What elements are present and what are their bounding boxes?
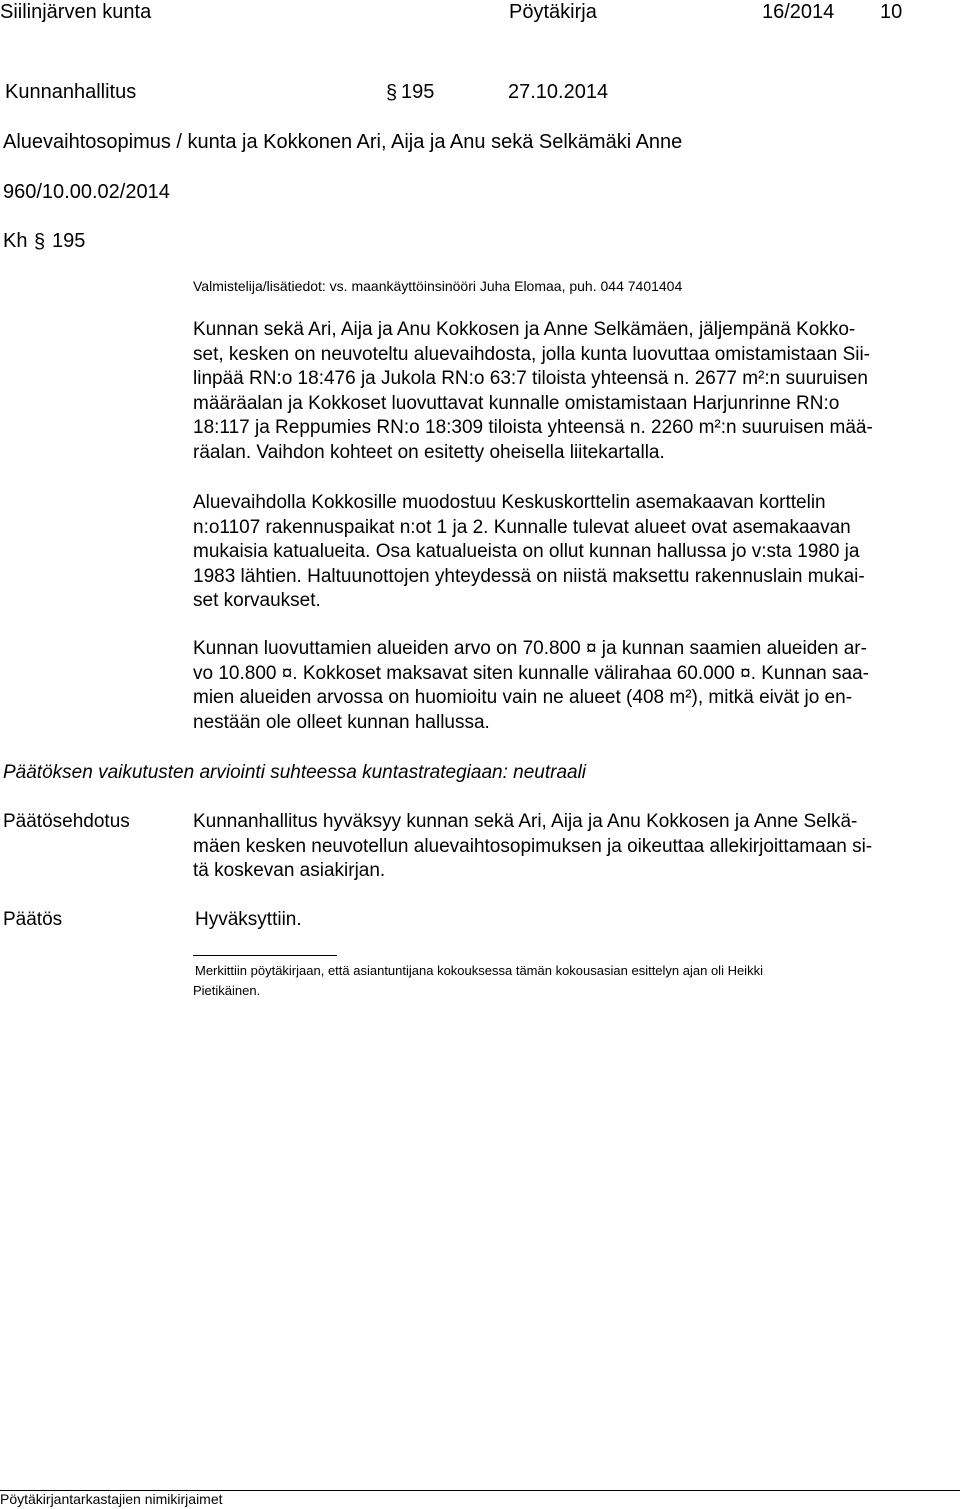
section-sign-icon [33, 229, 47, 253]
kh-label: Kh [3, 230, 28, 252]
municipality-name: Siilinjärven kunta [0, 1, 152, 23]
strategy-note: Päätöksen vaikutusten arviointi suhteessa kuntastrategiaan: neutraali [3, 762, 587, 783]
proposal-label: Päätösehdotus [3, 811, 130, 832]
paragraph-line: Kunnan luovuttamien alueiden arvo on 70.800 ¤ ja kunnan saamien alueiden ar- [193, 638, 867, 659]
proposal-line: mäen kesken neuvotellun aluevaihtosopimuksen ja oikeuttaa allekirjoittamaan si- [193, 835, 873, 857]
footnote-line: Merkittiin pöytäkirjaan, että asiantuntijana kokouksessa tämän kokousasian esittelyn ajan oli Heikki [195, 963, 763, 978]
paragraph-line: mien alueiden arvossa on huomioitu vain ne alueet (408 m²), mitkä eivät jo en- [193, 687, 853, 708]
proposal-line: tä koskevan asiakirjan. [193, 860, 386, 881]
paragraph-line: linpää RN:o 18:476 ja Jukola RN:o 63:7 tiloista yhteensä n. 2677 m²:n suuruisen [193, 368, 868, 389]
paragraph-line: set korvaukset. [193, 590, 321, 611]
meeting-date: 27.10.2014 [508, 81, 609, 103]
meeting-body: Kunnanhallitus [5, 81, 137, 103]
paragraph-3 [193, 637, 953, 735]
footer-text: Pöytäkirjantarkastajien nimikirjaimet [0, 1491, 223, 1507]
kh-number: 195 [52, 230, 86, 252]
proposal-text [193, 810, 953, 884]
footnote-line: Pietikäinen. [193, 983, 261, 998]
paragraph-line: set, kesken on neuvoteltu aluevaihdosta, jolla kunta luovuttaa omistamistaan Sii- [193, 343, 871, 365]
decision-label: Päätös [3, 909, 63, 930]
document-number: 16/2014 [762, 1, 835, 23]
paragraph-line: vo 10.800 ¤. Kokkoset maksavat siten kunnalle välirahaa 60.000 ¤. Kunnan saa- [193, 662, 869, 684]
paragraph-line: määräalan ja Kokkoset luovuttavat kunnalle omistamistaan Harjunrinne RN:o [193, 392, 840, 414]
footnote-divider [193, 955, 337, 956]
paragraph-line: 1983 lähtien. Haltuunottojen yhteydessä on niistä maksettu rakennuslain mukai- [193, 565, 865, 587]
svg-text:§: § [34, 231, 46, 253]
section-number: 195 [401, 81, 435, 103]
record-number: 960/10.00.02/2014 [3, 181, 170, 203]
preparer-info: Valmistelija/lisätiedot: vs. maankäyttöinsinööri Juha Elomaa, puh. 044 7401404 [193, 278, 683, 294]
paragraph-line: Kunnan sekä Ari, Aija ja Anu Kokkosen ja Anne Selkämäen, jäljempänä Kokko- [193, 319, 856, 340]
decision-text: Hyväksyttiin. [195, 909, 302, 930]
section-sign-icon [385, 80, 399, 104]
svg-text:§: § [386, 82, 398, 104]
paragraph-2 [193, 491, 953, 614]
page-number: 10 [880, 1, 903, 23]
paragraph-line: mukaisia katualueita. Osa katualueista on ollut kunnan hallussa jo v:sta 1980 ja [193, 541, 860, 562]
proposal-line: Kunnanhallitus hyväksyy kunnan sekä Ari, Aija ja Anu Kokkosen ja Anne Selkä- [193, 811, 858, 832]
paragraph-line: 18:117 ja Reppumies RN:o 18:309 tiloista yhteensä n. 2260 m²:n suuruisen mää- [193, 417, 873, 438]
paragraph-line: nestään ole olleet kunnan hallussa. [193, 711, 490, 733]
paragraph-1 [193, 318, 953, 465]
document-type: Pöytäkirja [509, 1, 597, 23]
paragraph-line: räalan. Vaihdon kohteet on esitetty oheisella liitekartalla. [193, 441, 665, 463]
paragraph-line: Aluevaihdolla Kokkosille muodostuu Keskuskorttelin asemakaavan korttelin [193, 492, 826, 513]
paragraph-line: n:o1107 rakennuspaikat n:ot 1 ja 2. Kunnalle tulevat alueet ovat asemakaavan [193, 516, 851, 538]
page-title: Aluevaihtosopimus / kunta ja Kokkonen Ari, Aija ja Anu sekä Selkämäki Anne [3, 131, 683, 153]
